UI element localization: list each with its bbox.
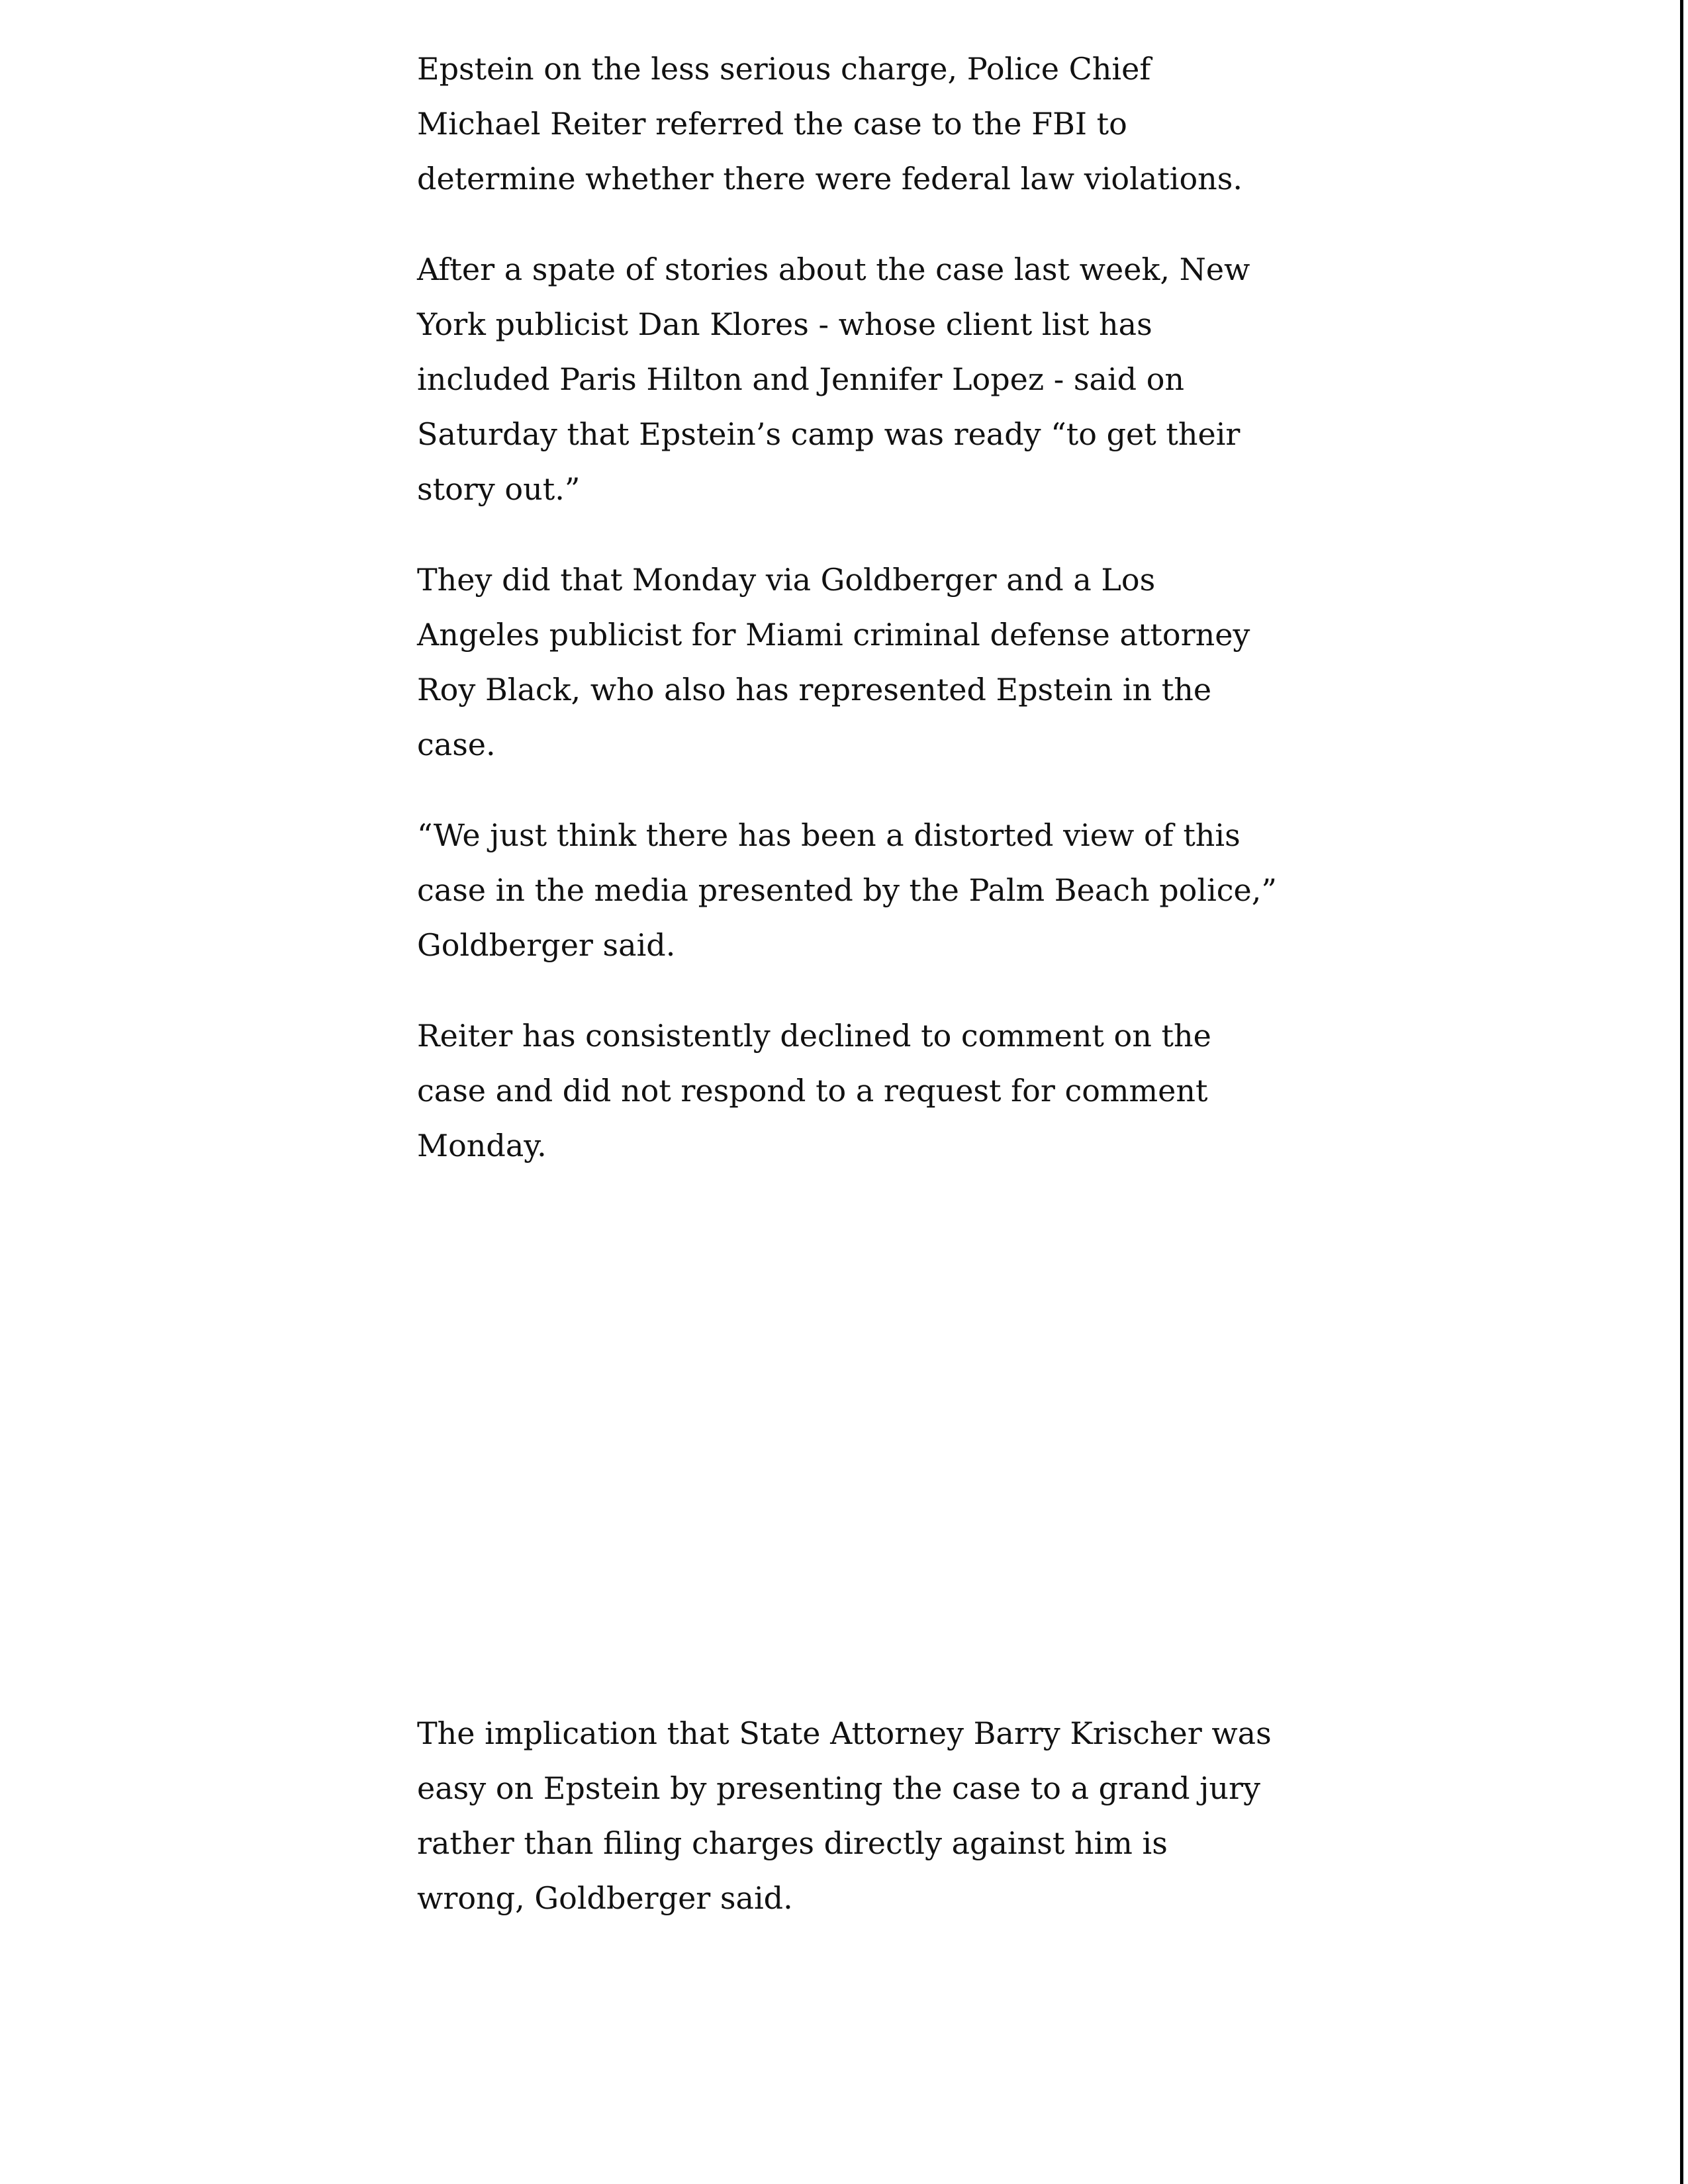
paragraph: After a spate of stories about the case last week, New York publicist Dan Klores - whose client list has included Paris Hilton and Jennifer Lopez - said on Saturday that Epstein’s camp was ready “to get their story out.”: [417, 251, 1250, 507]
paragraph: Reiter has consistently declined to comment on the case and did not respond to a request for comment Monday.: [417, 1018, 1211, 1163]
page-edge-border: [1680, 0, 1683, 2184]
paragraph: The implication that State Attorney Barry Krischer was easy on Epstein by presenting the case to a grand jury rather than filing charges directly against him is wrong, Goldberger said.: [417, 1715, 1272, 1916]
paragraph: They did that Monday via Goldberger and a Los Angeles publicist for Miami criminal defense attorney Roy Black, who also has represented Epstein in the case.: [417, 562, 1250, 762]
paragraph: “We just think there has been a distorted view of this case in the media presented by the Palm Beach police,” Goldberger said.: [417, 817, 1277, 963]
article-text-bottom: [417, 1706, 1278, 1926]
article-text-top: [417, 42, 1278, 1173]
paragraph: Epstein on the less serious charge, Police Chief Michael Reiter referred the case to the FBI to determine whether there were federal law violations.: [417, 51, 1243, 197]
